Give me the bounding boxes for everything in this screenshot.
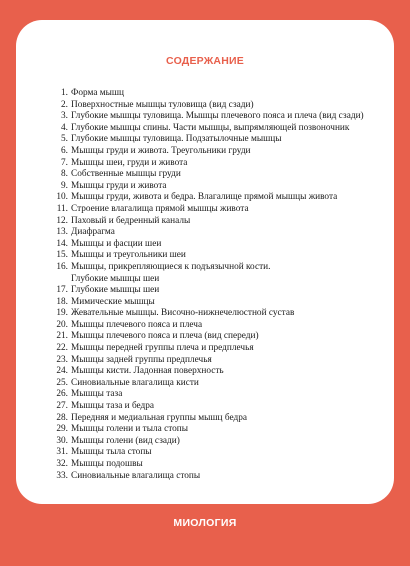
contents-item-title: Глубокие мышцы шеи bbox=[71, 285, 160, 296]
contents-item-number: 1. bbox=[61, 88, 68, 98]
contents-item bbox=[46, 389, 396, 401]
contents-item-number: 33. bbox=[56, 470, 68, 481]
contents-item bbox=[46, 227, 396, 239]
contents-item-number: 22. bbox=[56, 343, 68, 354]
contents-item-title: Мимические мышцы bbox=[71, 296, 155, 307]
contents-item bbox=[46, 216, 396, 228]
contents-item bbox=[46, 204, 396, 216]
contents-item-number: 25. bbox=[56, 377, 68, 388]
contents-item-title: Мышцы груди и живота bbox=[71, 180, 167, 191]
contents-item-title: Мышцы таза bbox=[71, 389, 123, 400]
contents-item-number: 23. bbox=[56, 354, 68, 365]
contents-item-continuation: Глубокие мышцы шеи bbox=[71, 273, 160, 284]
contents-item-title: Синовиальные влагалища кисти bbox=[71, 377, 199, 388]
contents-item bbox=[46, 192, 396, 204]
contents-item-title: Мышцы шеи, груди и живота bbox=[71, 157, 188, 168]
contents-item-title: Синовиальные влагалища стопы bbox=[71, 470, 201, 481]
contents-item bbox=[46, 343, 396, 355]
contents-item bbox=[46, 250, 396, 262]
contents-item-number: 3. bbox=[61, 111, 68, 122]
contents-item-number: 29. bbox=[56, 424, 68, 435]
contents-item-title: Диафрагма bbox=[71, 227, 115, 238]
contents-item-number: 28. bbox=[56, 412, 68, 423]
contents-item-title: Глубокие мышцы спины. Части мышцы, выпрямляющей позвоночник bbox=[71, 122, 350, 133]
contents-item-title: Передняя и медиальная группы мышц бедра bbox=[71, 412, 247, 423]
contents-item-title: Мышцы задней группы предплечья bbox=[71, 354, 212, 365]
contents-item-number: 9. bbox=[61, 180, 68, 191]
contents-item-title: Мышцы груди, живота и бедра. Влагалище прямой мышцы живота bbox=[71, 192, 338, 203]
contents-item bbox=[46, 471, 396, 483]
contents-item-title: Мышцы тыла стопы bbox=[71, 447, 152, 458]
contents-item-number: 20. bbox=[56, 319, 68, 330]
section-title: МИОЛОГИЯ bbox=[173, 517, 237, 529]
contents-item bbox=[46, 134, 396, 146]
contents-item bbox=[46, 262, 396, 274]
contents-item bbox=[46, 88, 396, 100]
contents-item bbox=[46, 146, 396, 158]
contents-item-number: 19. bbox=[56, 308, 68, 319]
contents-item bbox=[46, 424, 396, 436]
contents-item bbox=[46, 413, 396, 425]
contents-item-title: Глубокие мышцы туловища. Мышцы плечевого пояса и плеча (вид сзади) bbox=[71, 111, 364, 122]
contents-item bbox=[46, 459, 396, 471]
contents-item-title: Форма мышц bbox=[71, 88, 125, 98]
contents-item bbox=[46, 181, 396, 193]
contents-item-number: 8. bbox=[61, 169, 68, 180]
contents-item-number: 11. bbox=[56, 203, 68, 214]
contents-item-number: 2. bbox=[61, 99, 68, 110]
contents-item bbox=[46, 158, 396, 170]
contents-title: СОДЕРЖАНИЕ bbox=[166, 55, 244, 67]
contents-item-number: 14. bbox=[56, 238, 68, 249]
contents-item-title: Мышцы плечевого пояса и плеча (вид спереди) bbox=[71, 331, 259, 342]
contents-item-title: Паховый и бедренный каналы bbox=[71, 215, 191, 226]
contents-item bbox=[46, 169, 396, 181]
contents-item-number: 21. bbox=[56, 331, 68, 342]
contents-item-number: 7. bbox=[61, 157, 68, 168]
contents-item-title: Мышцы и фасции шеи bbox=[71, 238, 162, 249]
contents-item-number: 5. bbox=[61, 134, 68, 145]
contents-item bbox=[46, 297, 396, 309]
contents-card bbox=[16, 20, 394, 504]
contents-item-title: Мышцы голени (вид сзади) bbox=[71, 435, 180, 446]
contents-item bbox=[46, 100, 396, 112]
contents-item-title: Поверхностные мышцы туловища (вид сзади) bbox=[71, 99, 254, 110]
contents-item-title: Мышцы, прикрепляющиеся к подъязычной кости. bbox=[71, 261, 271, 272]
contents-item-number: 4. bbox=[61, 122, 68, 133]
contents-item-title: Мышцы таза и бедра bbox=[71, 401, 155, 412]
contents-item bbox=[46, 355, 396, 367]
contents-item bbox=[46, 123, 396, 135]
contents-item bbox=[46, 436, 396, 448]
contents-item-number: 6. bbox=[61, 145, 68, 156]
contents-item-number: 10. bbox=[56, 192, 68, 203]
contents-item bbox=[46, 320, 396, 332]
contents-item-title: Мышцы и треугольники шеи bbox=[71, 250, 186, 261]
contents-item-number: 16. bbox=[56, 261, 68, 272]
contents-item bbox=[46, 447, 396, 459]
contents-item bbox=[46, 378, 396, 390]
contents-item bbox=[46, 111, 396, 123]
contents-item-number: 26. bbox=[56, 389, 68, 400]
contents-list bbox=[46, 88, 396, 482]
contents-item-title: Строение влагалища прямой мышцы живота bbox=[71, 203, 249, 214]
contents-item-title: Глубокие мышцы туловища. Подзатылочные мышцы bbox=[71, 134, 282, 145]
contents-item bbox=[46, 331, 396, 343]
contents-item-title: Мышцы передней группы плеча и предплечья bbox=[71, 343, 254, 354]
contents-item-number: 15. bbox=[56, 250, 68, 261]
contents-item-title: Мышцы кисти. Ладонная поверхность bbox=[71, 366, 224, 377]
contents-item bbox=[46, 308, 396, 320]
contents-item-title: Мышцы голени и тыла стопы bbox=[71, 424, 189, 435]
contents-item-title: Мышцы плечевого пояса и плеча bbox=[71, 319, 203, 330]
contents-item bbox=[46, 401, 396, 413]
contents-item-number: 18. bbox=[56, 296, 68, 307]
contents-item-number: 31. bbox=[56, 447, 68, 458]
contents-item-title: Мышцы подошвы bbox=[71, 459, 143, 469]
contents-item-number: 12. bbox=[56, 215, 68, 226]
contents-item-title: Мышцы груди и живота. Треугольники груди bbox=[71, 145, 251, 156]
contents-item-number: 30. bbox=[56, 435, 68, 446]
contents-item bbox=[46, 366, 396, 378]
contents-item bbox=[46, 285, 396, 297]
contents-item-number: 13. bbox=[56, 227, 68, 238]
contents-item-number: 32. bbox=[56, 459, 68, 469]
contents-item bbox=[46, 239, 396, 251]
contents-item-title: Собственные мышцы груди bbox=[71, 169, 181, 180]
contents-item-number: 17. bbox=[56, 285, 68, 296]
contents-item-number: 27. bbox=[56, 401, 68, 412]
contents-item-title: Жевательные мышцы. Височно-нижнечелюстной сустав bbox=[71, 308, 295, 319]
contents-item-number: 24. bbox=[56, 366, 68, 377]
